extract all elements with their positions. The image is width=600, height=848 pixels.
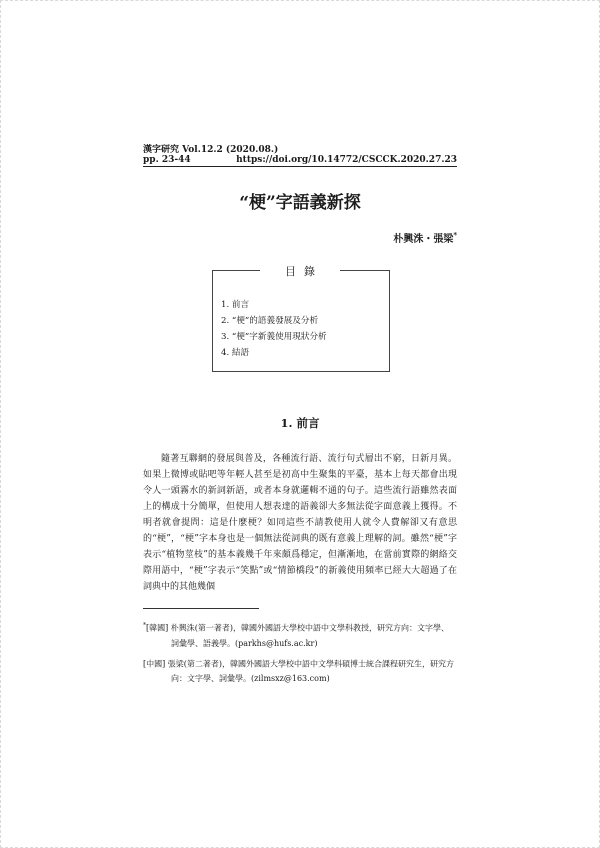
doi-link[interactable]: https://doi.org/10.14772/CSCCK.2020.27.23 xyxy=(236,155,457,165)
footnotes xyxy=(143,618,457,689)
footnote-text: [韓國] 朴興洙(第一著者)，韓國外國語大學校中語中文學科教授，研究方向：文字學、詞彙學、語義學。(parkhs@hufs.ac.kr) xyxy=(146,623,450,648)
paper-title: “梗”字語義新探 xyxy=(239,193,361,213)
toc-item[interactable]: 2. “梗”的語義發展及分析 xyxy=(221,316,319,326)
footnote-second-author xyxy=(143,654,457,687)
header-rule xyxy=(143,166,457,167)
footnote-rule xyxy=(143,608,259,609)
journal-info: 漢字研究 Vol.12.2 (2020.08.) xyxy=(143,145,279,155)
toc-heading: 目錄 xyxy=(260,263,340,279)
toc-item[interactable]: 1. 前言 xyxy=(221,300,250,310)
body-text xyxy=(143,451,457,595)
author-names: 朴興洙・張梁 xyxy=(393,234,454,245)
body-paragraph: 隨著互聯網的發展與普及，各種流行語、流行句式層出不窮，日新月異。如果上微博或貼吧等年輕人甚至是初高中生聚集的平臺，基本上每天都會出現令人一頭霧水的新詞新語，或者本身就邏輯不通的句子。這些流行語雖然表面上的構成十分簡單，但使用人想表達的語義卻大多無法從字面意義上獲得。不明者就會提問：這是什麼梗？如同這些不請教使用人就令人費解卻又有意思的“梗”，“梗”字本身也是一個無法從詞典的既有意義上理解的詞。雖然“梗”字表示“植物莖枝”的基本義幾千年來頗爲穩定，但漸漸地，在當前實際的網絡交際用語中，“梗”字表示“笑點”或“情節橋段”的新義使用頻率已經大大超過了在詞典中的其他幾個 xyxy=(143,454,457,592)
toc-list xyxy=(221,297,327,361)
authors xyxy=(393,230,457,245)
author-footnote-marker[interactable]: * xyxy=(453,230,457,240)
footnote-text: [中國] 張梁(第二著者)，韓國外國語大學校中語中文學科碩博士統合課程研究生，研究方向：文字學、詞彙學。(zilmsxz@163.com) xyxy=(143,659,455,684)
section-heading: 1. 前言 xyxy=(280,416,320,430)
toc-item[interactable]: 3. “梗”字新義使用現狀分析 xyxy=(221,332,327,342)
footnote-first-author xyxy=(143,618,457,651)
toc-item[interactable]: 4. 結語 xyxy=(221,348,250,358)
page-range: pp. 23-44 xyxy=(143,155,191,165)
footnote-marker: * xyxy=(143,622,146,629)
